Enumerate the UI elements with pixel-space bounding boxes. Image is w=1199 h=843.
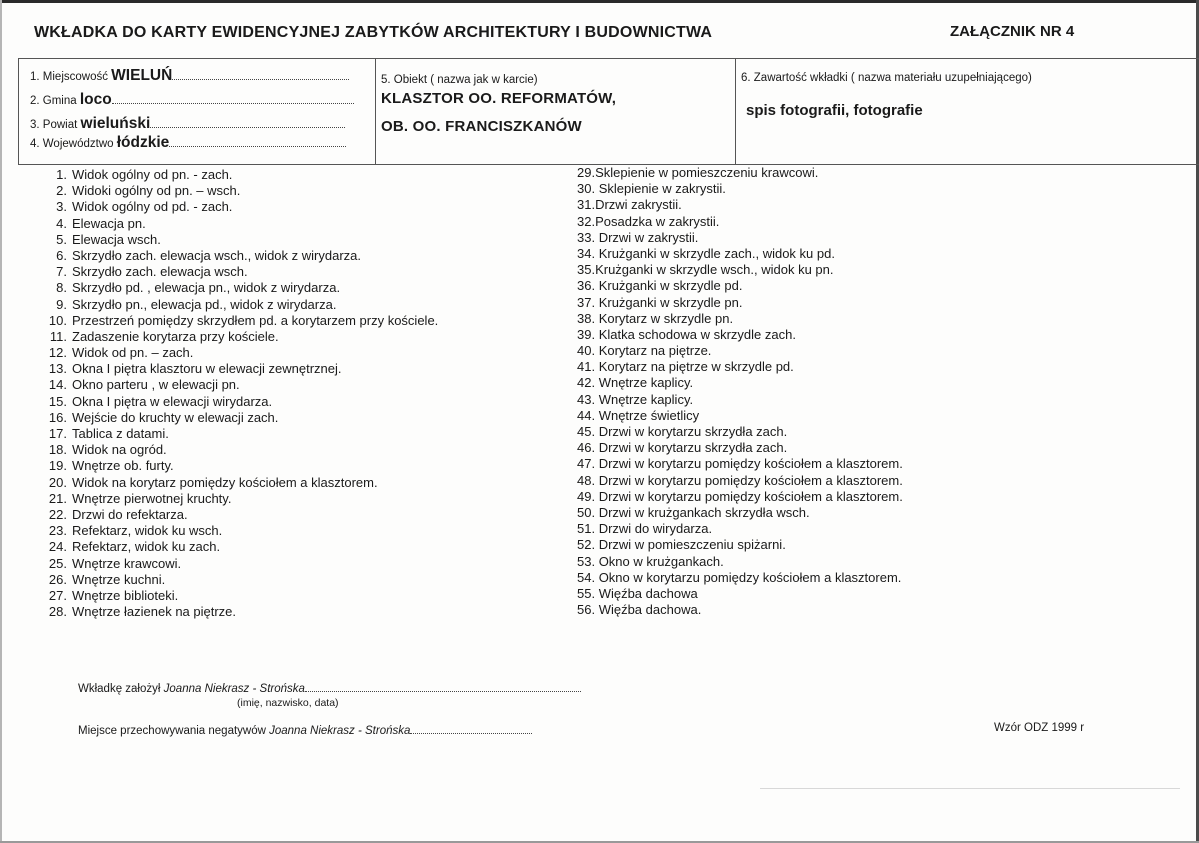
photo-number: 45. bbox=[577, 424, 596, 439]
photo-description: Widok na ogród. bbox=[72, 442, 167, 458]
photo-number: 17. bbox=[48, 426, 67, 441]
photo-number: 32. bbox=[577, 213, 596, 229]
photo-number: 3. bbox=[56, 199, 67, 215]
negative-storage-field bbox=[78, 725, 532, 737]
photo-description: Skrzydło zach. elewacja wsch., widok z wirydarza. bbox=[72, 247, 361, 263]
photo-description: Refektarz, widok ku wsch. bbox=[72, 523, 223, 539]
photo-description: Drzwi w krużgankach skrzydła wsch. bbox=[595, 504, 810, 520]
photo-list-item bbox=[40, 442, 438, 458]
photo-description: Drzwi w korytarzu pomiędzy kościołem a klasztorem. bbox=[595, 472, 903, 488]
photo-list-item bbox=[577, 424, 903, 440]
photo-description: Okno w korytarzu pomiędzy kościołem a klasztorem. bbox=[595, 569, 902, 585]
photo-description: Drzwi w korytarzu skrzydła zach. bbox=[595, 424, 788, 439]
photo-description: Wnętrze ob. furty. bbox=[72, 458, 174, 474]
county-label: 3. Powiat bbox=[30, 119, 78, 131]
photo-description: Wnętrze kaplicy. bbox=[595, 391, 694, 407]
photo-list-item bbox=[577, 359, 903, 375]
photo-number: 52. bbox=[577, 537, 596, 553]
commune-field bbox=[30, 91, 354, 109]
photo-number: 33. bbox=[577, 229, 596, 245]
photo-description: Korytarz w skrzydle pn. bbox=[595, 310, 734, 326]
photo-number: 18. bbox=[48, 442, 67, 458]
header-divider-1 bbox=[375, 58, 376, 165]
photo-description: Drzwi zakrystii. bbox=[595, 197, 682, 213]
photo-list-item bbox=[577, 408, 903, 424]
photo-number: 1. bbox=[56, 167, 67, 182]
photo-description: Drzwi do refektarza. bbox=[72, 506, 188, 522]
photo-description: Elewacja wsch. bbox=[72, 231, 161, 247]
photo-list-item bbox=[40, 248, 438, 264]
voivodeship-field bbox=[30, 134, 346, 152]
photo-description: Drzwi w korytarzu pomiędzy kościołem a klasztorem. bbox=[595, 488, 903, 504]
photo-number: 37. bbox=[577, 294, 596, 310]
photo-list-item bbox=[577, 214, 903, 230]
scan-artifact-line bbox=[760, 788, 1180, 789]
photo-description: Krużganki w skrzydle pd. bbox=[595, 278, 743, 294]
photo-list-right bbox=[577, 165, 903, 618]
photo-list-item bbox=[577, 181, 903, 197]
photo-description: Refektarz, widok ku zach. bbox=[72, 539, 221, 555]
photo-number: 39. bbox=[577, 326, 596, 342]
photo-list-item bbox=[40, 183, 438, 199]
contents-value: spis fotografii, fotografie bbox=[746, 102, 923, 119]
photo-number: 14. bbox=[48, 377, 67, 393]
photo-description: Wnętrze krawcowi. bbox=[72, 555, 182, 571]
photo-list-item bbox=[40, 458, 438, 474]
photo-number: 44. bbox=[577, 407, 596, 423]
photo-list-item bbox=[40, 345, 438, 361]
founded-by-label: Wkładkę założył bbox=[78, 683, 161, 695]
photo-description: Sklepienie w pomieszczeniu krawcowi. bbox=[595, 165, 819, 180]
photo-number: 30. bbox=[577, 181, 596, 197]
photo-description: Wnętrze biblioteki. bbox=[72, 587, 179, 603]
county-value: wieluński bbox=[80, 115, 151, 132]
photo-list-item bbox=[40, 216, 438, 232]
photo-description: Widoki ogólny od pn. – wsch. bbox=[72, 183, 241, 199]
photo-description: Drzwi do wirydarza. bbox=[595, 521, 713, 537]
template-note: Wzór ODZ 1999 r bbox=[994, 722, 1085, 734]
photo-number: 51. bbox=[577, 521, 596, 537]
photo-number: 36. bbox=[577, 278, 596, 294]
photo-description: Wnętrze łazienek na piętrze. bbox=[72, 604, 237, 620]
photo-number: 23. bbox=[48, 523, 67, 539]
photo-list-item bbox=[40, 491, 438, 507]
photo-list-item bbox=[40, 313, 438, 329]
photo-description: Krużganki w skrzydle zach., widok ku pd. bbox=[595, 245, 835, 261]
locality-dotted-line bbox=[172, 79, 349, 80]
form-title: WKŁADKA DO KARTY EWIDENCYJNEJ ZABYTKÓW ARCHITEKTURY I BUDOWNICTWA bbox=[34, 24, 713, 41]
photo-number: 43. bbox=[577, 391, 596, 407]
negative-storage-dotted-line bbox=[410, 733, 532, 734]
photo-description: Drzwi w korytarzu skrzydła zach. bbox=[595, 440, 788, 456]
photo-description: Więźba dachowa bbox=[595, 585, 698, 601]
photo-number: 11. bbox=[49, 328, 67, 344]
photo-number: 49. bbox=[577, 488, 596, 504]
photo-number: 41. bbox=[577, 359, 596, 375]
header-box-left-rule bbox=[18, 58, 19, 165]
photo-description: Skrzydło pn., elewacja pd., widok z wirydarza. bbox=[72, 296, 337, 312]
photo-number: 6. bbox=[56, 247, 67, 263]
founded-by-dotted-line bbox=[305, 691, 581, 692]
photo-number: 46. bbox=[577, 440, 596, 456]
photo-number: 15. bbox=[48, 393, 67, 409]
photo-list-item bbox=[577, 602, 903, 618]
photo-description: Klatka schodowa w skrzydle zach. bbox=[595, 326, 796, 342]
photo-list-item bbox=[40, 264, 438, 280]
negative-storage-value: Joanna Niekrasz - Strońska bbox=[269, 725, 411, 737]
photo-description: Zadaszenie korytarza przy kościele. bbox=[72, 328, 279, 344]
annex-number: ZAŁĄCZNIK NR 4 bbox=[950, 23, 1075, 40]
photo-list-item bbox=[577, 489, 903, 505]
locality-value: WIELUŃ bbox=[111, 67, 173, 84]
photo-description: Korytarz na piętrze w skrzydle pd. bbox=[595, 359, 794, 375]
photo-description: Posadzka w zakrystii. bbox=[595, 213, 720, 229]
photo-number: 7. bbox=[56, 264, 67, 280]
photo-list-item bbox=[577, 343, 903, 359]
photo-list-item bbox=[577, 246, 903, 262]
photo-list-item bbox=[577, 456, 903, 472]
photo-number: 13. bbox=[48, 361, 67, 377]
photo-number: 38. bbox=[577, 310, 596, 326]
photo-number: 25. bbox=[48, 555, 67, 571]
photo-list-item bbox=[40, 604, 438, 620]
photo-description: Drzwi w zakrystii. bbox=[595, 229, 699, 245]
photo-description: Krużganki w skrzydle wsch., widok ku pn. bbox=[595, 262, 834, 278]
photo-list-item bbox=[577, 375, 903, 391]
photo-description: Wnętrze kuchni. bbox=[72, 571, 166, 587]
photo-number: 42. bbox=[577, 375, 596, 391]
photo-list-item bbox=[577, 327, 903, 343]
scan-edge-left bbox=[0, 0, 2, 843]
photo-list-item bbox=[577, 554, 903, 570]
photo-number: 28. bbox=[48, 604, 67, 620]
photo-number: 55. bbox=[577, 585, 596, 601]
voivodeship-label: 4. Województwo bbox=[30, 138, 114, 150]
object-label: 5. Obiekt ( nazwa jak w karcie) bbox=[381, 74, 538, 86]
photo-number: 56. bbox=[577, 602, 596, 618]
photo-number: 50. bbox=[577, 504, 596, 520]
photo-description: Krużganki w skrzydle pn. bbox=[595, 294, 743, 310]
photo-description: Sklepienie w zakrystii. bbox=[595, 181, 726, 197]
photo-number: 22. bbox=[48, 506, 67, 522]
locality-label: 1. Miejscowość bbox=[30, 71, 108, 83]
photo-number: 34. bbox=[577, 245, 596, 261]
photo-number: 19. bbox=[48, 458, 67, 474]
contents-label: 6. Zawartość wkładki ( nazwa materiału uzupełniającego) bbox=[741, 72, 1032, 84]
photo-list-item bbox=[577, 165, 903, 181]
photo-number: 8. bbox=[56, 280, 67, 296]
photo-number: 47. bbox=[577, 456, 596, 472]
photo-description: Wnętrze świetlicy bbox=[595, 407, 700, 423]
county-field bbox=[30, 115, 345, 133]
photo-number: 10. bbox=[48, 312, 67, 328]
photo-list-item bbox=[40, 523, 438, 539]
photo-description: Korytarz na piętrze. bbox=[595, 343, 712, 359]
photo-list-item bbox=[40, 377, 438, 393]
founded-by-hint: (imię, nazwisko, data) bbox=[237, 697, 339, 709]
photo-description: Drzwi w pomieszczeniu spiżarni. bbox=[595, 537, 786, 553]
header-divider-2 bbox=[735, 58, 736, 165]
photo-list-item bbox=[40, 426, 438, 442]
founded-by-field bbox=[78, 683, 581, 695]
photo-number: 20. bbox=[48, 474, 67, 490]
founded-by-value: Joanna Niekrasz - Strońska bbox=[163, 683, 305, 695]
photo-list-item bbox=[40, 572, 438, 588]
scan-edge-top bbox=[0, 0, 1199, 3]
photo-description: Widok od pn. – zach. bbox=[72, 345, 194, 361]
photo-description: Skrzydło zach. elewacja wsch. bbox=[72, 264, 248, 280]
photo-number: 5. bbox=[56, 231, 67, 247]
photo-list-item bbox=[577, 505, 903, 521]
photo-list-item bbox=[577, 392, 903, 408]
photo-list-item bbox=[40, 475, 438, 491]
voivodeship-dotted-line bbox=[169, 146, 346, 147]
photo-list-item bbox=[577, 570, 903, 586]
photo-number: 31. bbox=[577, 197, 596, 213]
photo-list-item bbox=[577, 197, 903, 213]
voivodeship-value: łódzkie bbox=[116, 134, 170, 151]
photo-list-item bbox=[40, 361, 438, 377]
photo-number: 16. bbox=[48, 409, 67, 425]
photo-list-item bbox=[40, 329, 438, 345]
photo-list-item bbox=[577, 295, 903, 311]
photo-number: 24. bbox=[48, 539, 67, 555]
photo-number: 4. bbox=[56, 215, 67, 231]
photo-number: 54. bbox=[577, 569, 596, 585]
photo-description: Drzwi w korytarzu pomiędzy kościołem a klasztorem. bbox=[595, 456, 903, 472]
photo-list-item bbox=[577, 521, 903, 537]
photo-number: 53. bbox=[577, 553, 596, 569]
photo-description: Więźba dachowa. bbox=[595, 602, 702, 618]
photo-list-item bbox=[40, 199, 438, 215]
photo-list-item bbox=[40, 394, 438, 410]
photo-description: Okno parteru , w elewacji pn. bbox=[72, 377, 240, 393]
photo-description: Widok ogólny od pn. - zach. bbox=[72, 167, 233, 182]
photo-number: 27. bbox=[48, 587, 67, 603]
photo-list-item bbox=[577, 311, 903, 327]
photo-description: Wnętrze kaplicy. bbox=[595, 375, 694, 391]
photo-description: Okna I piętra klasztoru w elewacji zewnętrznej. bbox=[72, 361, 342, 377]
photo-number: 12. bbox=[48, 345, 67, 361]
photo-list-item bbox=[40, 280, 438, 296]
photo-list-item bbox=[40, 167, 438, 183]
commune-value: loco bbox=[79, 91, 112, 108]
photo-list-item bbox=[577, 586, 903, 602]
photo-description: Widok ogólny od pd. - zach. bbox=[72, 199, 233, 215]
photo-description: Skrzydło pd. , elewacja pn., widok z wirydarza. bbox=[72, 280, 341, 296]
photo-number: 29. bbox=[577, 165, 596, 180]
photo-description: Przestrzeń pomiędzy skrzydłem pd. a korytarzem przy kościele. bbox=[72, 312, 439, 328]
photo-list-left bbox=[40, 167, 438, 620]
photo-list-item bbox=[577, 262, 903, 278]
photo-description: Wnętrze pierwotnej kruchty. bbox=[72, 490, 232, 506]
object-name-line-2: OB. OO. FRANCISZKANÓW bbox=[381, 118, 582, 135]
photo-description: Elewacja pn. bbox=[72, 215, 146, 231]
photo-list-item bbox=[577, 473, 903, 489]
photo-description: Tablica z datami. bbox=[72, 426, 169, 441]
photo-list-item bbox=[40, 232, 438, 248]
photo-description: Wejście do kruchty w elewacji zach. bbox=[72, 409, 279, 425]
photo-number: 21. bbox=[48, 490, 67, 506]
photo-description: Okno w krużgankach. bbox=[595, 553, 724, 569]
photo-list-item bbox=[577, 537, 903, 553]
photo-list-item bbox=[40, 556, 438, 572]
commune-dotted-line bbox=[112, 103, 354, 104]
photo-number: 26. bbox=[48, 571, 67, 587]
photo-number: 9. bbox=[56, 296, 67, 312]
negative-storage-label: Miejsce przechowywania negatywów bbox=[78, 725, 266, 737]
photo-list-item bbox=[40, 410, 438, 426]
photo-list-item bbox=[40, 588, 438, 604]
photo-number: 35. bbox=[577, 262, 596, 278]
object-name-line-1: KLASZTOR OO. REFORMATÓW, bbox=[381, 90, 617, 107]
photo-list-item bbox=[40, 507, 438, 523]
photo-list-item bbox=[577, 278, 903, 294]
photo-number: 48. bbox=[577, 472, 596, 488]
photo-number: 40. bbox=[577, 343, 596, 359]
locality-field bbox=[30, 67, 349, 85]
photo-number: 2. bbox=[56, 183, 67, 199]
photo-description: Okna I piętra w elewacji wirydarza. bbox=[72, 393, 273, 409]
header-box-top-rule bbox=[18, 58, 1199, 59]
county-dotted-line bbox=[150, 127, 345, 128]
photo-list-item bbox=[577, 440, 903, 456]
photo-list-item bbox=[40, 539, 438, 555]
photo-description: Widok na korytarz pomiędzy kościołem a klasztorem. bbox=[72, 474, 378, 490]
photo-list-item bbox=[577, 230, 903, 246]
commune-label: 2. Gmina bbox=[30, 95, 77, 107]
photo-list-item bbox=[40, 297, 438, 313]
